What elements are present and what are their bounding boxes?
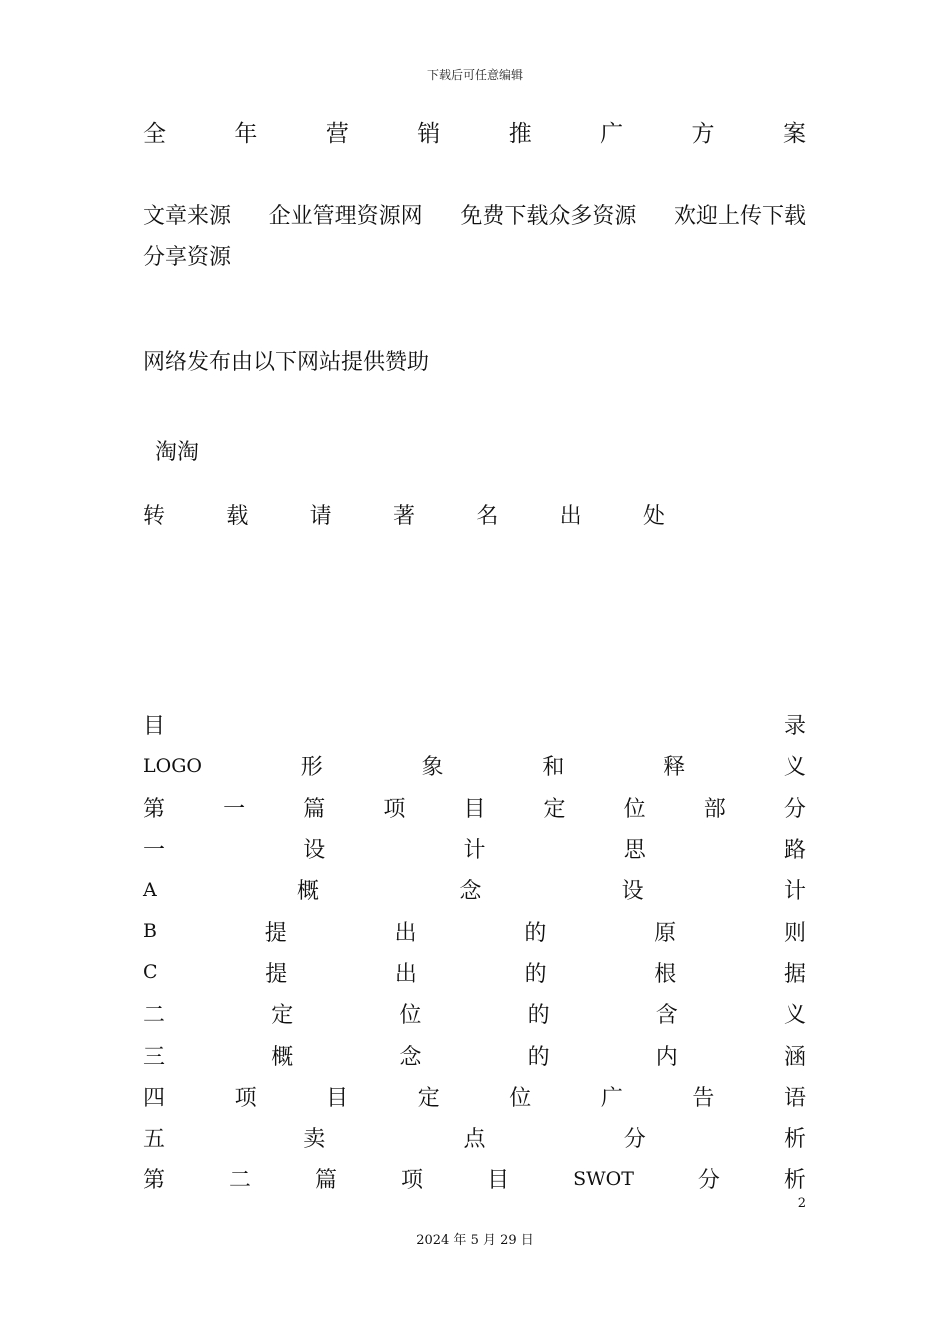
toc-segment: B <box>143 920 157 943</box>
title-char: 年 <box>234 121 258 147</box>
toc-segment: 念 <box>399 1044 422 1070</box>
toc-segment: 设 <box>621 879 644 905</box>
toc-segment: 第 <box>143 1168 166 1194</box>
toc-segment: 据 <box>783 961 806 987</box>
toc-segment: 一 <box>223 796 246 822</box>
table-of-contents <box>143 704 806 1200</box>
title-char: 方 <box>691 121 715 147</box>
toc-segment: 概 <box>297 879 320 905</box>
source-segment: 免费下载众多资源 <box>460 204 637 229</box>
toc-segment: 形 <box>300 755 323 781</box>
reprint-char: 处 <box>642 504 665 529</box>
toc-segment: 三 <box>143 1044 166 1070</box>
toc-segment: 象 <box>421 755 444 781</box>
toc-segment: 点 <box>463 1127 486 1153</box>
toc-row <box>143 828 806 869</box>
toc-row <box>143 704 806 745</box>
toc-segment: 和 <box>542 755 565 781</box>
toc-segment: 第 <box>143 796 166 822</box>
toc-segment: 篇 <box>303 796 326 822</box>
toc-segment: 定 <box>543 796 566 822</box>
footer-date: 2024 年 5 月 29 日 <box>416 1233 534 1248</box>
toc-row <box>143 993 806 1034</box>
reprint-char: 载 <box>226 504 249 529</box>
toc-segment: 位 <box>509 1085 532 1111</box>
toc-segment: 计 <box>783 879 806 905</box>
toc-segment: 篇 <box>315 1168 338 1194</box>
toc-segment: 一 <box>143 838 166 864</box>
toc-segment: 的 <box>527 1003 550 1029</box>
reprint-char: 著 <box>392 504 415 529</box>
toc-segment: 二 <box>229 1168 252 1194</box>
toc-segment: 原 <box>654 920 677 946</box>
toc-segment: 目 <box>143 714 166 740</box>
toc-row <box>143 787 806 828</box>
toc-segment: 根 <box>654 961 677 987</box>
reprint-char: 名 <box>476 504 499 529</box>
toc-segment: 卖 <box>303 1127 326 1153</box>
toc-segment: 析 <box>783 1127 806 1153</box>
toc-segment: 项 <box>401 1168 424 1194</box>
toc-segment: 四 <box>143 1085 166 1111</box>
toc-segment: 语 <box>783 1085 806 1111</box>
toc-segment: 的 <box>527 1044 550 1070</box>
toc-segment: A <box>143 878 157 901</box>
toc-segment: 则 <box>783 920 806 946</box>
reprint-char: 请 <box>309 504 332 529</box>
toc-segment: 含 <box>655 1003 678 1029</box>
toc-row <box>143 1034 806 1075</box>
toc-row <box>143 869 806 910</box>
title-char: 广 <box>600 121 624 147</box>
toc-segment: 项 <box>383 796 406 822</box>
toc-segment: 析 <box>783 1168 806 1194</box>
source-segment: 欢迎上传下载 <box>673 204 806 229</box>
sponsor-paragraph: 网络发布由以下网站提供赞助 <box>143 350 430 375</box>
toc-segment: 路 <box>783 838 806 864</box>
toc-segment: 目 <box>326 1085 349 1111</box>
toc-row <box>143 1158 806 1199</box>
toc-segment: 思 <box>623 838 646 864</box>
reprint-char: 转 <box>143 504 166 529</box>
toc-segment: 广 <box>600 1085 623 1111</box>
document-title <box>143 118 806 150</box>
toc-segment: C <box>143 961 158 984</box>
toc-row <box>143 1076 806 1117</box>
toc-segment: 设 <box>303 838 326 864</box>
sponsor-name: 淘淘 <box>155 440 200 465</box>
toc-segment: 部 <box>703 796 726 822</box>
reprint-char: 出 <box>559 504 582 529</box>
toc-segment: 计 <box>463 838 486 864</box>
toc-segment: 二 <box>143 1003 166 1029</box>
toc-segment: 告 <box>692 1085 715 1111</box>
toc-segment: 提 <box>265 961 288 987</box>
toc-segment: 位 <box>399 1003 422 1029</box>
toc-segment: 分 <box>697 1168 720 1194</box>
title-char: 营 <box>325 121 349 147</box>
toc-segment: 五 <box>143 1127 166 1153</box>
toc-segment: 提 <box>264 920 287 946</box>
source-line <box>143 196 806 237</box>
title-char: 全 <box>143 121 166 147</box>
toc-segment: 出 <box>394 920 417 946</box>
toc-segment: 念 <box>459 879 482 905</box>
toc-segment: 录 <box>783 714 806 740</box>
toc-segment: 出 <box>394 961 417 987</box>
toc-segment: 目 <box>463 796 486 822</box>
toc-segment: 分 <box>783 796 806 822</box>
toc-row <box>143 745 806 786</box>
toc-segment: 义 <box>783 1003 806 1029</box>
title-char: 销 <box>417 121 441 147</box>
toc-segment: 目 <box>487 1168 510 1194</box>
toc-segment: 分 <box>623 1127 646 1153</box>
title-char: 案 <box>782 121 806 147</box>
toc-segment: 定 <box>271 1003 294 1029</box>
toc-segment: 内 <box>655 1044 678 1070</box>
toc-segment: 释 <box>663 755 686 781</box>
source-paragraph <box>143 196 806 278</box>
toc-segment: SWOT <box>573 1167 634 1190</box>
page-header: 下载后可任意编辑 <box>426 68 523 82</box>
toc-segment: 项 <box>234 1085 257 1111</box>
page-number: 2 <box>797 1196 806 1211</box>
reprint-notice <box>143 500 665 534</box>
toc-segment: 位 <box>623 796 646 822</box>
source-segment: 文章来源 <box>143 204 232 229</box>
toc-segment: LOGO <box>143 754 202 777</box>
toc-row <box>143 910 806 951</box>
toc-segment: 概 <box>271 1044 294 1070</box>
source-segment: 企业管理资源网 <box>268 204 423 229</box>
toc-row <box>143 1117 806 1158</box>
source-line: 分享资源 <box>143 245 232 270</box>
title-char: 推 <box>508 121 532 147</box>
toc-segment: 义 <box>783 755 806 781</box>
toc-segment: 定 <box>417 1085 440 1111</box>
toc-segment: 的 <box>524 961 547 987</box>
toc-segment: 的 <box>524 920 547 946</box>
toc-row <box>143 952 806 993</box>
toc-segment: 涵 <box>783 1044 806 1070</box>
